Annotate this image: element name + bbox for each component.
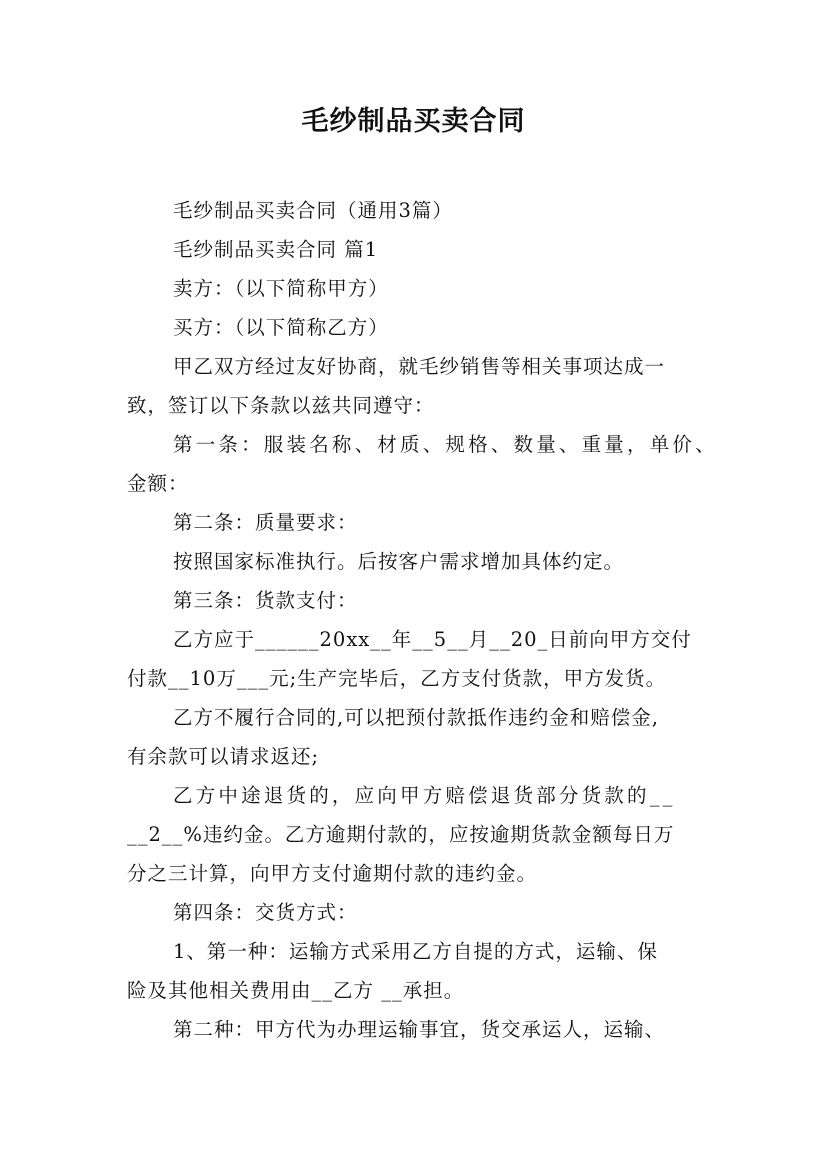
paragraph-line: 按照国家标准执行。后按客户需求增加具体约定。: [173, 550, 625, 573]
clause-heading: 第二条：质量要求：: [173, 511, 358, 534]
document-body: [127, 191, 717, 1049]
section-heading: 毛纱制品买卖合同 篇1: [173, 238, 379, 261]
paragraph-line: 险及其他相关费用由__乙方 __承担。: [127, 979, 465, 1002]
document-title: 毛纱制品买卖合同: [301, 106, 526, 137]
paragraph-line: 甲乙双方经过友好协商，就毛纱销售等相关事项达成一: [173, 355, 666, 378]
paragraph-line: 付款__10万___元;生产完毕后，乙方支付货款，甲方发货。: [127, 667, 667, 690]
paragraph-line: 乙方应于______20xx__年__5__月__20_日前向甲方交付: [173, 628, 692, 651]
buyer-line: 买方：（以下简称乙方）: [173, 316, 389, 339]
paragraph-line: 致，签订以下条款以兹共同遵守：: [127, 394, 435, 417]
clause-heading: 第三条：货款支付：: [173, 589, 358, 612]
seller-line: 卖方：（以下简称甲方）: [173, 277, 389, 300]
paragraph-line: 分之三计算，向甲方支付逾期付款的违约金。: [127, 862, 538, 885]
paragraph-line: 金额：: [127, 472, 189, 495]
clause-heading: 第一条：服装名称、材质、规格、数量、重量，单价、: [173, 433, 718, 456]
paragraph-line: 第二种：甲方代为办理运输事宜，货交承运人，运输、: [173, 1018, 666, 1041]
paragraph-line: 1、第一种：运输方式采用乙方自提的方式，运输、保: [173, 940, 658, 963]
paragraph-line: 有余款可以请求返还;: [127, 745, 320, 768]
clause-heading: 第四条：交货方式：: [173, 901, 358, 924]
subtitle-line: 毛纱制品买卖合同（通用3篇）: [173, 199, 453, 222]
paragraph-line: 乙方中途退货的，应向甲方赔偿退货部分货款的__: [173, 784, 676, 807]
paragraph-line: 乙方不履行合同的,可以把预付款抵作违约金和赔偿金,: [173, 706, 659, 729]
paragraph-line: __2__%违约金。乙方逾期付款的，应按逾期货款金额每日万: [127, 823, 675, 846]
